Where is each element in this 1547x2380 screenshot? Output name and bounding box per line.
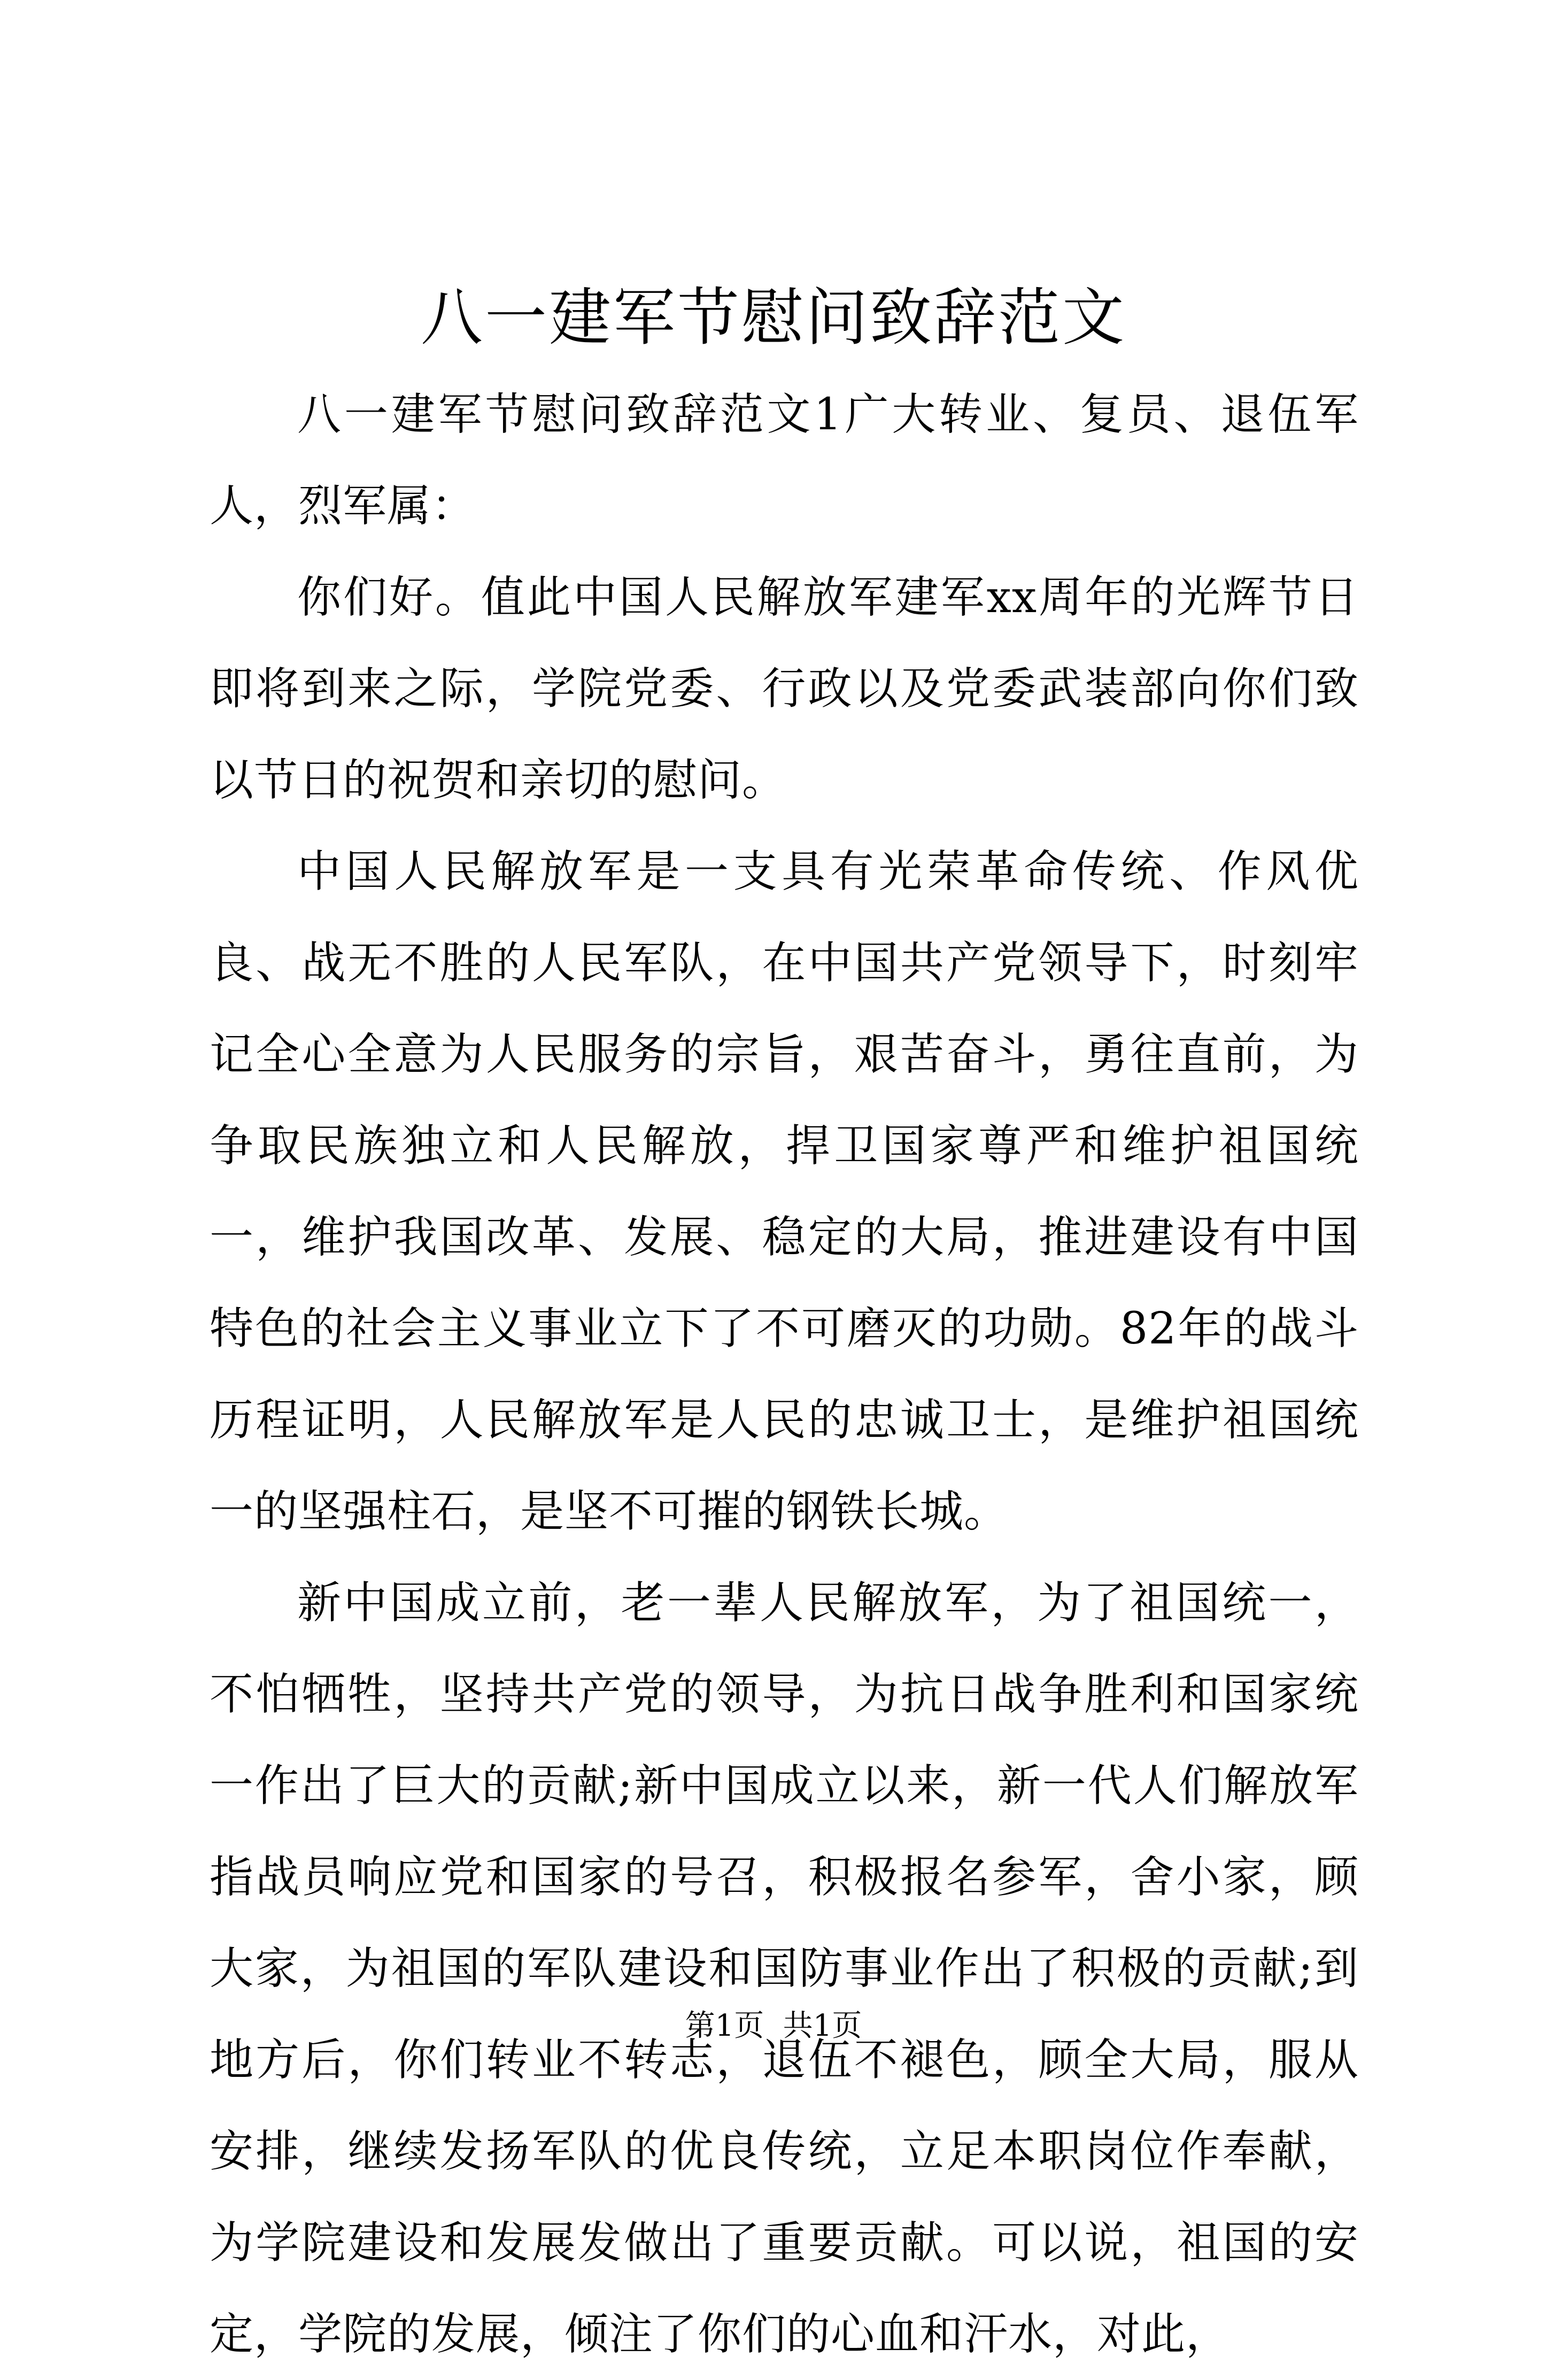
- paragraph: 新中国成立前，老一辈人民解放军，为了祖国统一，不怕牺牲，坚持共产党的领导，为抗日战争胜利和国家统一作出了巨大的贡献;新中国成立以来，新一代人们解放军指战员响应党和国家的号召，积极报名参军，舍小家，顾大家，为祖国的军队建设和国防事业作出了积极的贡献;到地方后，你们转业不转志，退伍不褪色，顾全大局，服从安排，继续发扬军队的优良传统，立足本职岗位作奉献，为学院建设和发展发做出了重要贡献。可以说，祖国的安定，学院的发展，倾注了你们的心血和汗水，对此，: [210, 1578, 1359, 2360]
- page-footer: [0, 2007, 1547, 2045]
- paragraph: 你们好。值此中国人民解放军建军xx周年的光辉节日即将到来之际，学院党委、行政以及党委武装部向你们致以节日的祝贺和亲切的慰问。: [210, 572, 1359, 806]
- document-body: [210, 369, 1359, 2380]
- page-number-label: 第1页 共1页: [685, 2008, 862, 2043]
- paragraph: 八一建军节慰问致辞范文1广大转业、复员、退伍军人，烈军属：: [210, 389, 1359, 531]
- paragraph: 中国人民解放军是一支具有光荣革命传统、作风优良、战无不胜的人民军队，在中国共产党领导下，时刻牢记全心全意为人民服务的宗旨，艰苦奋斗，勇往直前，为争取民族独立和人民解放，捍卫国家尊严和维护祖国统一，维护我国改革、发展、稳定的大局，推进建设有中国特色的社会主义事业立下了不可磨灭的功勋。82年的战斗历程证明，人民解放军是人民的忠诚卫士，是维护祖国统一的坚强柱石，是坚不可摧的钢铁长城。: [210, 846, 1359, 1537]
- document-title: 八一建军节慰问致辞范文: [421, 282, 1126, 354]
